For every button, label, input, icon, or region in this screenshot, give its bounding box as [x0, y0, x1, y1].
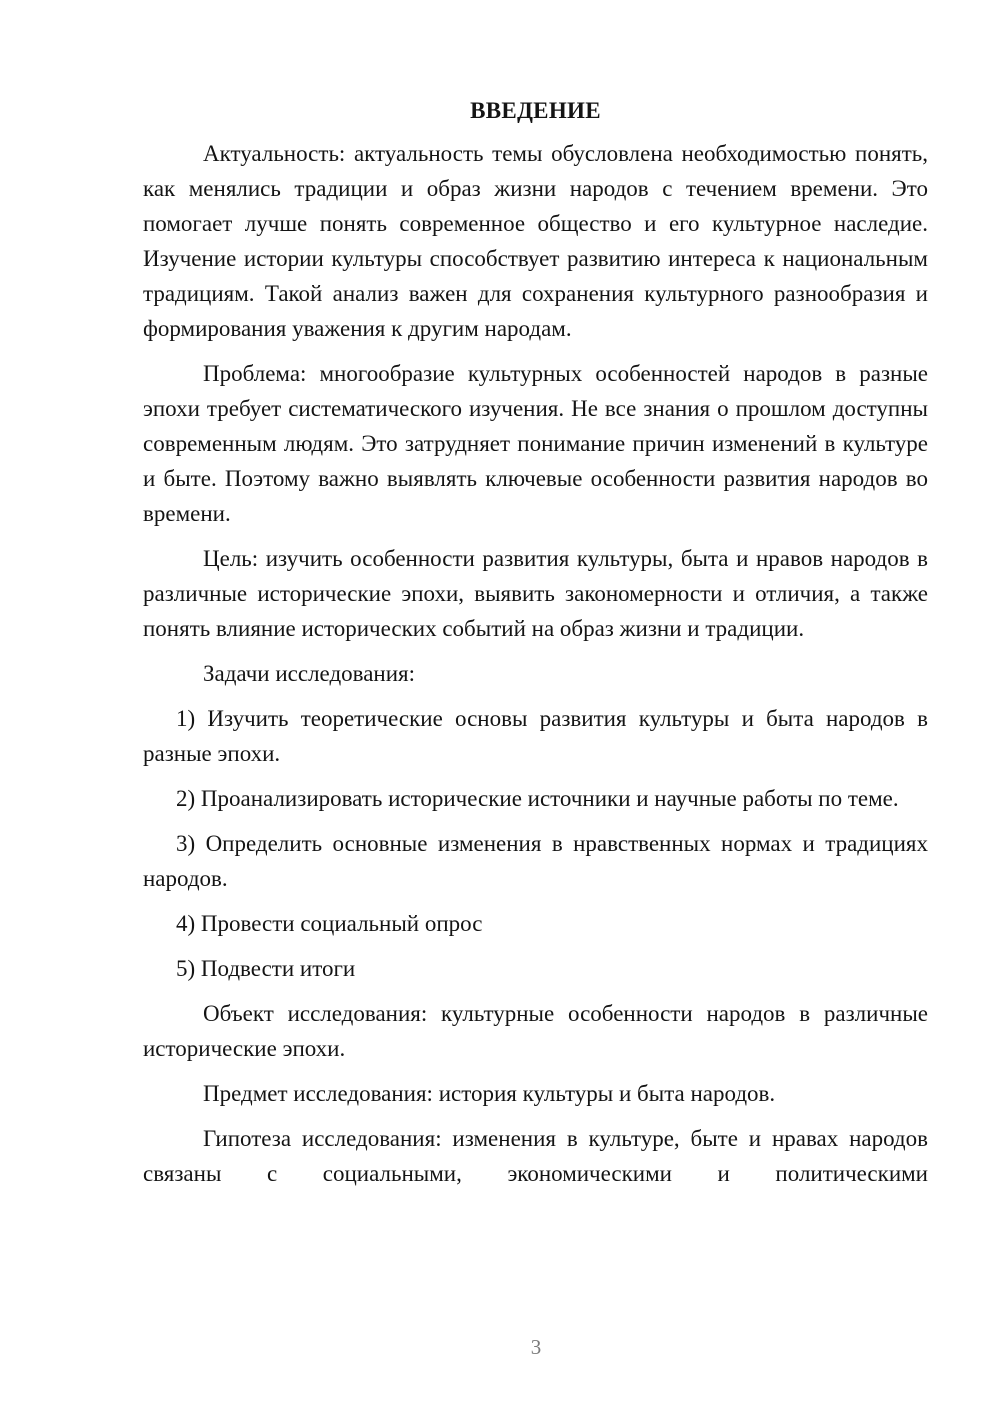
- page-number: 3: [530, 1335, 542, 1359]
- section-title: ВВЕДЕНИЕ: [470, 98, 601, 123]
- page-content: [143, 96, 928, 1201]
- paragraph-relevance: Актуальность: актуальность темы обусловлена необходимостью понять, как менялись традиции и образ жизни народов с течением времени. Это помогает лучше понять современное общество и его культурное наследие. Изучение истории культуры способствует развитию интереса к национальным традициям. Такой анализ важен для сохранения культурного разнообразия и формирования уважения к другим народам.: [143, 141, 928, 341]
- task-item: 2) Проанализировать исторические источники и научные работы по теме.: [176, 786, 899, 811]
- task-item: 3) Определить основные изменения в нравственных нормах и традициях народов.: [143, 831, 928, 891]
- paragraph-hypothesis: Гипотеза исследования: изменения в культуре, быте и нравах народов связаны с социальными, экономическими и политическими: [143, 1126, 928, 1186]
- paragraph-problem: Проблема: многообразие культурных особенностей народов в разные эпохи требует систематического изучения. Не все знания о прошлом доступны современным людям. Это затрудняет понимание причин изменений в культуре и быте. Поэтому важно выявлять ключевые особенности развития народов во времени.: [143, 361, 928, 526]
- task-item: 5) Подвести итоги: [176, 956, 356, 981]
- paragraph-goal: Цель: изучить особенности развития культуры, быта и нравов народов в различные исторические эпохи, выявить закономерности и отличия, а также понять влияние исторических событий на образ жизни и традиции.: [143, 546, 928, 641]
- paragraph-subject: Предмет исследования: история культуры и быта народов.: [203, 1081, 776, 1106]
- paragraph-object: Объект исследования: культурные особенности народов в различные исторические эпохи.: [143, 1001, 928, 1061]
- task-item: 1) Изучить теоретические основы развития культуры и быта народов в разные эпохи.: [143, 706, 928, 766]
- task-item: 4) Провести социальный опрос: [176, 911, 483, 936]
- tasks-heading: Задачи исследования:: [203, 661, 416, 686]
